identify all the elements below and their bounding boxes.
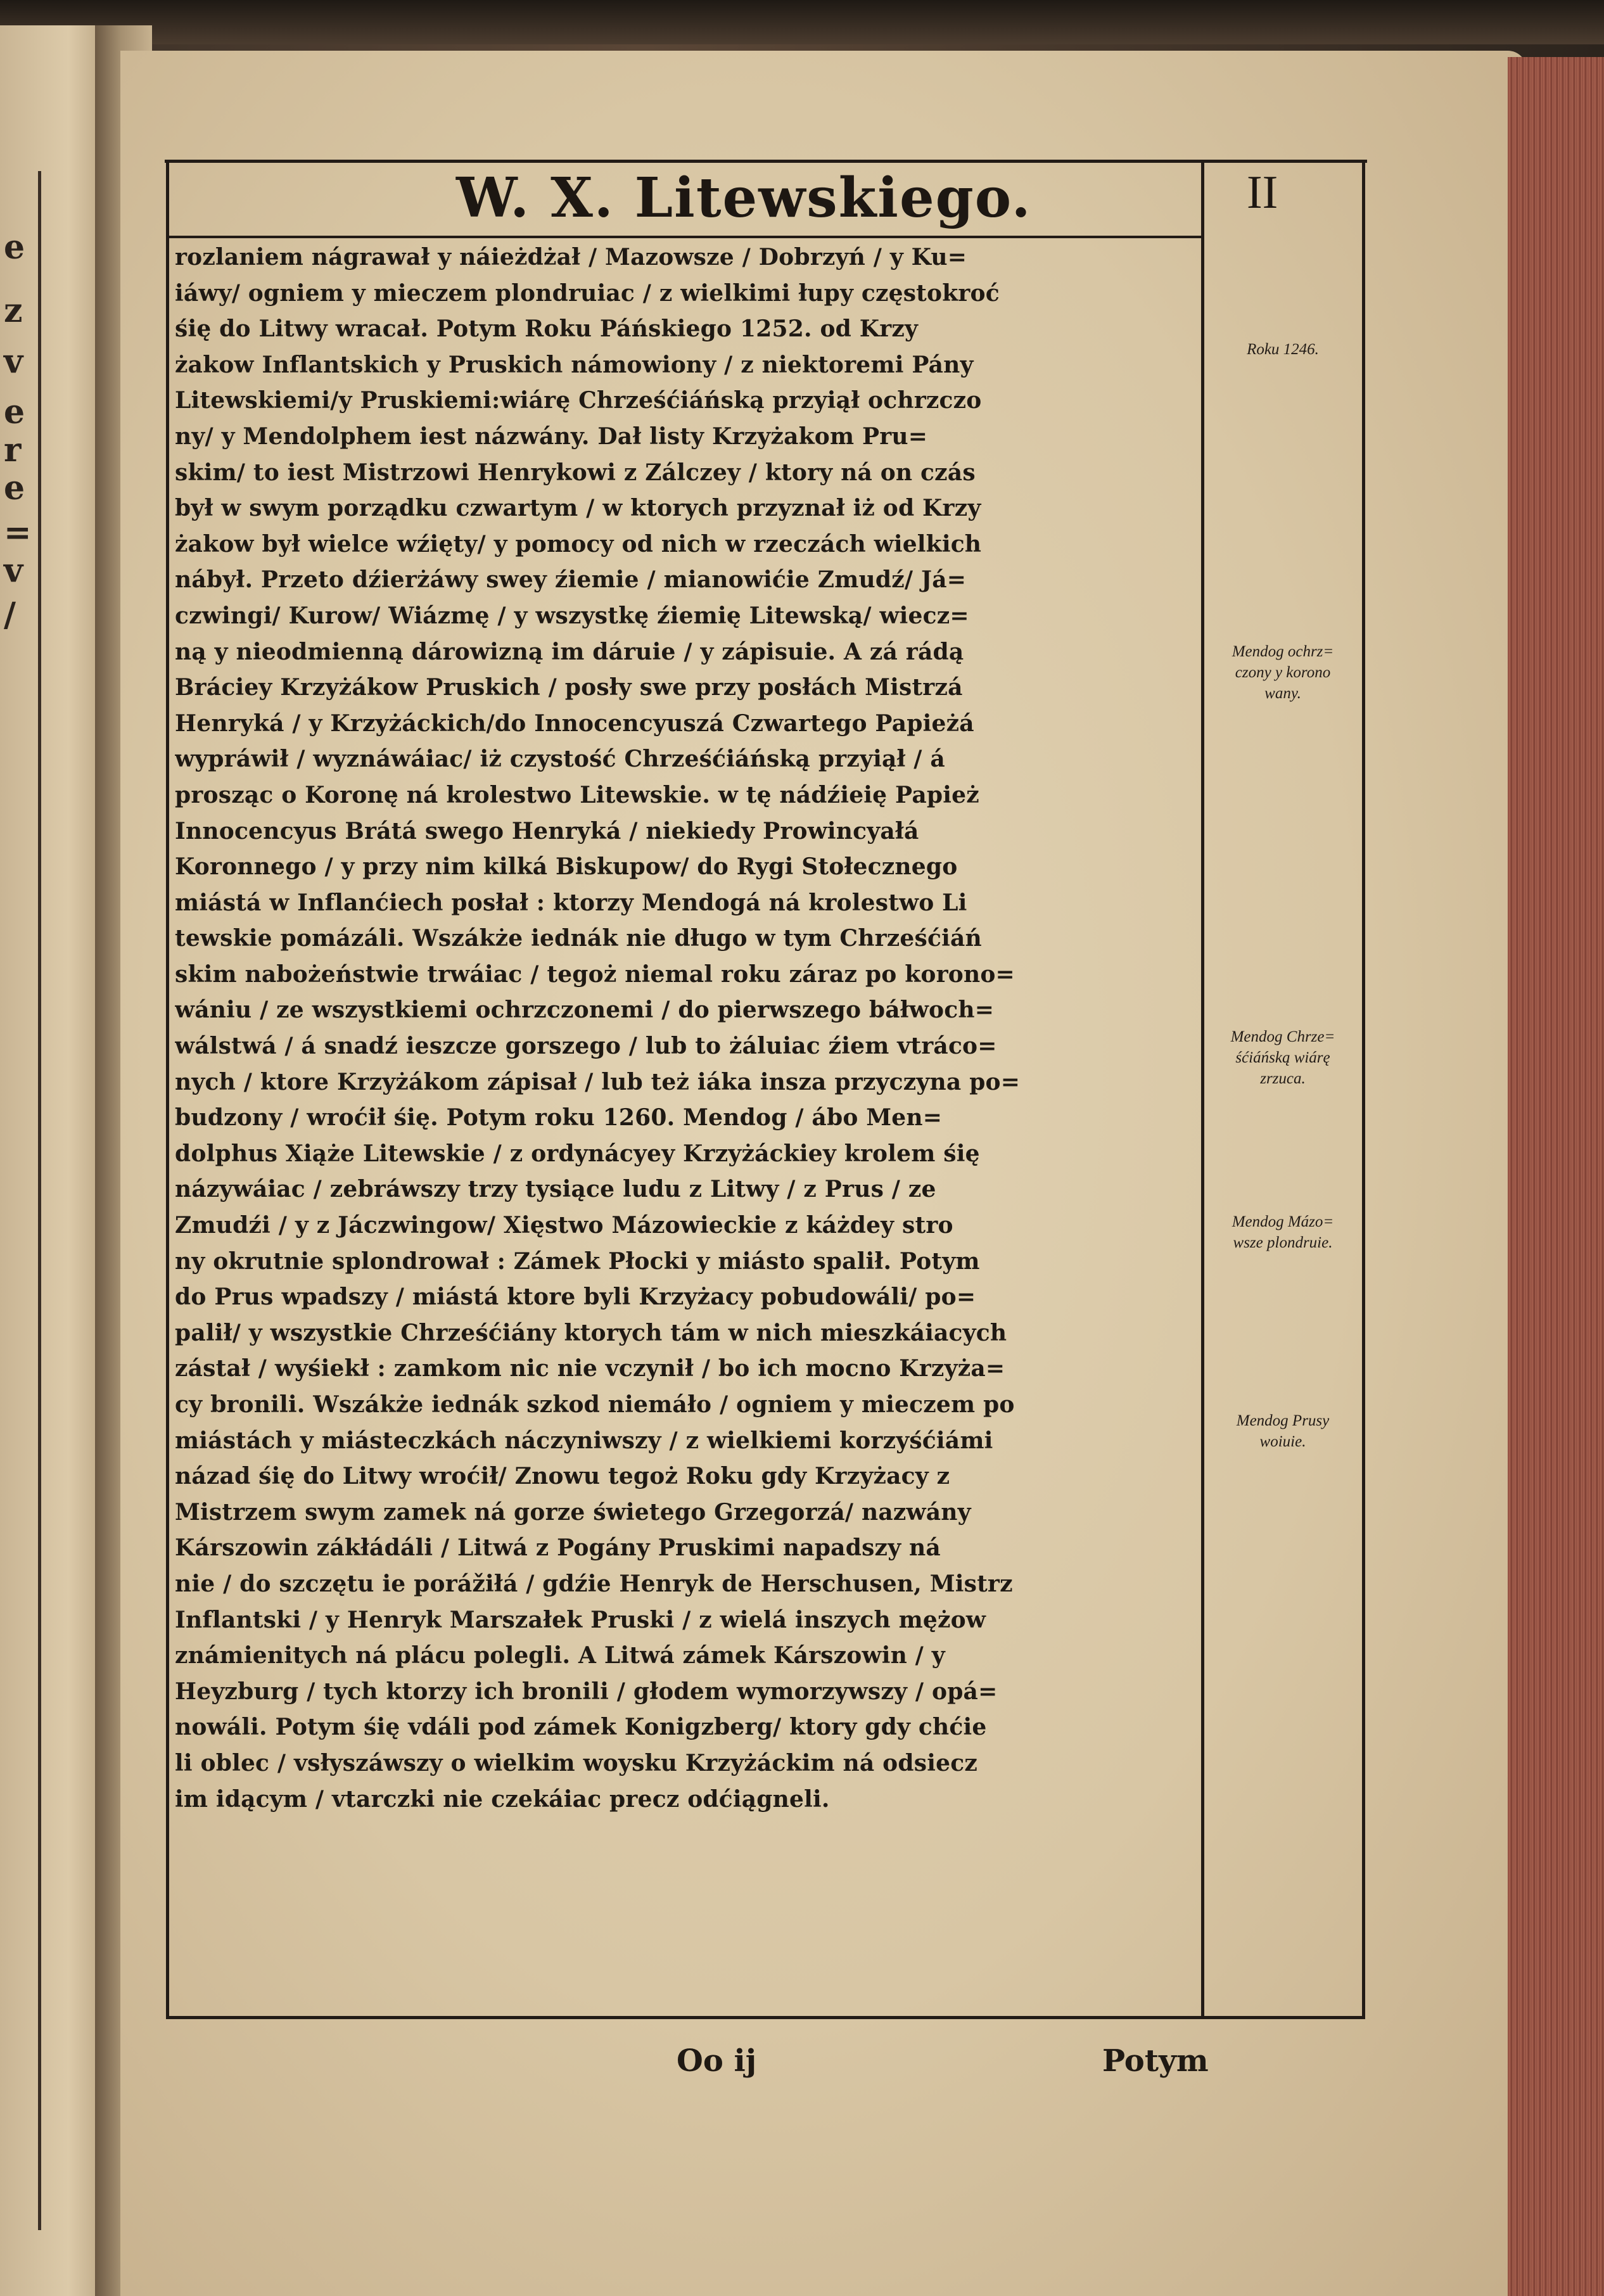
- text-body: [175, 239, 1201, 1817]
- running-head: W. X. Litewskiego.: [456, 166, 1032, 230]
- frame-rule-margin: [1201, 160, 1204, 2016]
- text-line: żakow Inflantskich y Pruskich námowiony / z niektoremi Pány: [175, 351, 974, 378]
- frame-rule-right: [1362, 160, 1365, 2016]
- marginal-note: [1207, 339, 1359, 360]
- marginal-note-line: śćiáńską wiárę: [1235, 1049, 1330, 1066]
- text-line: názad śię do Litwy wroćił/ Znowu tegoż Roku gdy Krzyżacy z: [175, 1463, 950, 1490]
- text-line: był w swym porządku czwartym / w ktorych przyznał iż od Krzy: [175, 495, 981, 522]
- marginal-note-line: Roku 1246.: [1247, 341, 1319, 358]
- left-page-fragment: =: [4, 513, 32, 552]
- frame-rule-header: [166, 236, 1202, 238]
- marginal-note-line: Mendog Chrze=: [1230, 1028, 1335, 1045]
- left-page-rule: [38, 171, 41, 2230]
- text-line: budzony / wroćił śię. Potym roku 1260. Mendog / ábo Men=: [175, 1104, 943, 1132]
- marginal-note-line: Mendog Mázo=: [1232, 1213, 1334, 1230]
- text-line: známienitych ná plácu polegli. A Litwá zámek Kárszowin / y: [175, 1642, 945, 1669]
- book-cover-edge: [0, 0, 1604, 44]
- text-line: Henryká / y Krzyżáckich/do Innocencyuszá Czwartego Papieżá: [175, 710, 974, 737]
- marginal-note-line: wany.: [1264, 685, 1301, 702]
- text-line: li oblec / vsłyszáwszy o wielkim woysku Krzyżáckim ná odsiecz: [175, 1749, 977, 1776]
- text-line: Kárszowin zákłádáli / Litwá z Pogány Pruskimi napadszy ná: [175, 1534, 941, 1562]
- page-number: II: [1247, 167, 1278, 219]
- text-line: Inflantski / y Henryk Marszałek Pruski / z wielá inszych mężow: [175, 1606, 986, 1633]
- text-line: wániu / ze wszystkiemi ochrzczonemi / do pierwszego báłwoch=: [175, 997, 995, 1024]
- text-line: nowáli. Potym śię vdáli pod zámek Konigzberg/ ktory gdy chćie: [175, 1714, 987, 1741]
- marginal-note-line: woiuie.: [1259, 1433, 1306, 1450]
- catchword: Potym: [1102, 2043, 1209, 2079]
- left-page-fragment: z: [4, 291, 23, 330]
- frame-rule-top: [165, 160, 1367, 163]
- text-line: Bráciey Krzyżákow Pruskich / posły swe przy posłách Mistrzá: [175, 674, 963, 701]
- text-line: skim nabożeństwie trwáiac / tegoż niemal roku záraz po korono=: [175, 960, 1015, 988]
- text-line: iáwy/ ogniem y mieczem plondruiac / z wielkimi łupy częstokroć: [175, 279, 1000, 307]
- text-line: do Prus wpadszy / miástá ktore byli Krzyżacy pobudowáli/ po=: [175, 1284, 976, 1311]
- signature-mark: Oo ij: [677, 2043, 757, 2079]
- text-line: im idącym / vtarczki nie czekáiac precz odćiągneli.: [175, 1785, 830, 1813]
- text-line: miástá w Inflanćiech posłał : ktorzy Mendogá ná krolestwo Li: [175, 889, 967, 916]
- text-line: Innocencyus Brátá swego Henryká / niekiedy Prowincyałá: [175, 817, 919, 845]
- frame-rule-bottom: [166, 2016, 1365, 2019]
- text-line: Mistrzem swym zamek ná gorze świetego Grzegorzá/ nazwány: [175, 1498, 971, 1526]
- text-line: ną y nieodmienną dárowizną im dáruie / y zápisuie. A zá rádą: [175, 638, 964, 665]
- text-line: prosząc o Koronę ná krolestwo Litewskie. w tę nádźieię Papież: [175, 781, 979, 808]
- text-line: Heyzburg / tych ktorzy ich bronili / głodem wymorzywszy / opá=: [175, 1678, 998, 1705]
- left-page-fragment: r: [4, 431, 22, 469]
- text-line: dolphus Xiąże Litewskie / z ordynácyey Krzyżáckiey krolem śię: [175, 1140, 980, 1167]
- left-page-fragment: v: [4, 551, 23, 590]
- text-line: ny/ y Mendolphem iest názwány. Dał listy Krzyżakom Pru=: [175, 423, 928, 450]
- text-line: ny okrutnie splondrował : Zámek Płocki y miásto spalił. Potym: [175, 1247, 980, 1275]
- page-fore-edge: [1508, 57, 1604, 2296]
- marginal-note-line: Mendog Prusy: [1236, 1412, 1330, 1429]
- text-line: skim/ to iest Mistrzowi Henrykowi z Zálczey / ktory ná on czás: [175, 459, 976, 486]
- left-page-fragment: e: [4, 469, 25, 507]
- frame-rule-left: [166, 160, 169, 2016]
- left-page-fragment: /: [4, 596, 16, 634]
- left-page-fragment: v: [4, 342, 23, 381]
- text-line: Litewskiemi/y Pruskiemi:wiárę Chrześćiáńską przyiął ochrzczo: [175, 387, 982, 414]
- marginal-note: [1207, 1026, 1359, 1089]
- text-line: wálstwá / á snadź ieszcze gorszego / lub to żáluiac źiem vtráco=: [175, 1033, 997, 1060]
- left-page-fragment: e: [4, 228, 25, 267]
- text-line: nych / ktore Krzyżákom zápisał / lub też iáka insza przyczyna po=: [175, 1068, 1021, 1095]
- text-line: cy bronili. Wszákże iednák szkod niemáło / ogniem y mieczem po: [175, 1391, 1015, 1418]
- marginal-note-line: czony y korono: [1235, 664, 1331, 681]
- text-line: czwingi/ Kurow/ Wiázmę / y wszystkę źiemię Litewską/ wiecz=: [175, 602, 969, 629]
- text-line: Koronnego / y przy nim kilká Biskupow/ do Rygi Stołecznego: [175, 853, 958, 881]
- marginal-note-line: wsze plondruie.: [1233, 1234, 1333, 1251]
- marginal-note: [1207, 641, 1359, 704]
- text-line: palił/ y wszystkie Chrześćiány ktorych tám w nich mieszkáiacych: [175, 1319, 1007, 1346]
- text-line: wypráwił / wyznáwáiac/ iż czystość Chrześćiáńską przyiął / á: [175, 746, 945, 773]
- text-line: rozlaniem nágrawał y náieżdżał / Mazowsze / Dobrzyń / y Ku=: [175, 244, 967, 271]
- text-line: żakow był wielce wźięty/ y pomocy od nich w rzeczách wielkich: [175, 530, 982, 558]
- left-page-fragment: e: [4, 393, 25, 431]
- marginal-note-line: Mendog ochrz=: [1232, 643, 1334, 660]
- text-line: nie / do szczętu ie porážiłá / gdźie Henryk de Herschusen, Mistrz: [175, 1570, 1013, 1597]
- text-line: zástał / wyśiekł : zamkom nic nie vczynił / bo ich mocno Krzyża=: [175, 1355, 1005, 1382]
- marginal-note: [1207, 1410, 1359, 1452]
- text-line: śię do Litwy wracał. Potym Roku Páńskiego 1252. od Krzy: [175, 316, 919, 343]
- text-line: nábył. Przeto dźierżáwy swey źiemie / mianowićie Zmudź/ Já=: [175, 566, 967, 594]
- text-line: tewskie pomázáli. Wszákże iednák nie długo w tym Chrześćiáń: [175, 925, 982, 952]
- marginal-note-line: zrzuca.: [1260, 1070, 1306, 1087]
- text-line: Zmudźi / y z Jáczwingow/ Xięstwo Mázowieckie z káżdey stro: [175, 1212, 953, 1239]
- text-line: názywáiac / zebráwszy trzy tysiące ludu z Litwy / z Prus / ze: [175, 1176, 936, 1203]
- text-line: miástách y miásteczkách náczyniwszy / z wielkiemi korzyśćiámi: [175, 1427, 993, 1454]
- marginal-note: [1207, 1211, 1359, 1253]
